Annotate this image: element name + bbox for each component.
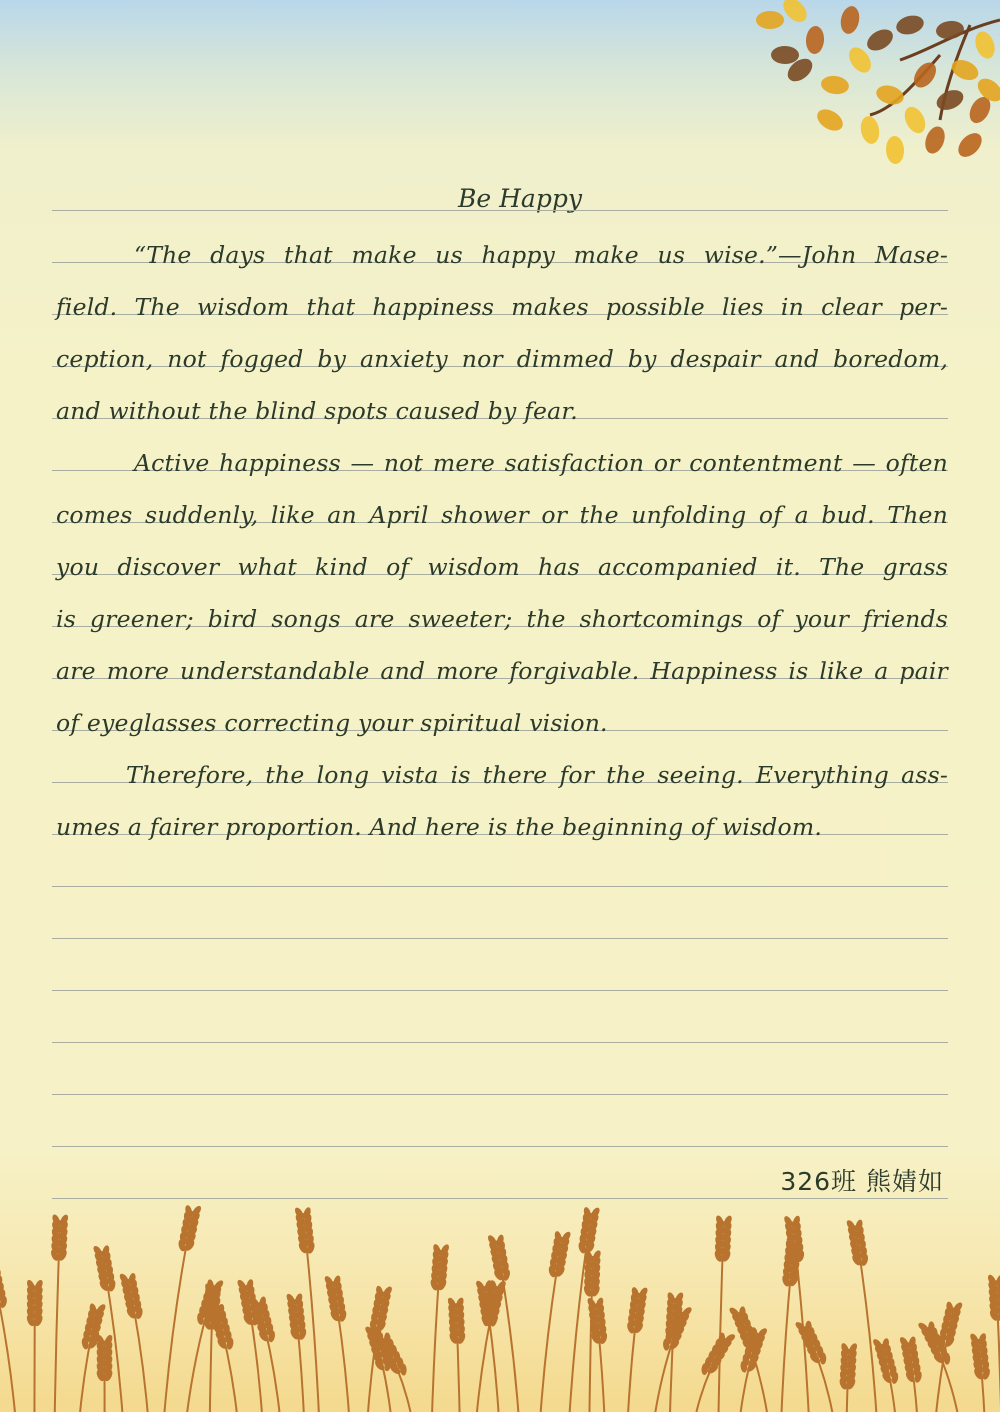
signature: 326班 熊婧如 [780, 1167, 944, 1196]
leaf [954, 129, 986, 162]
leaf [909, 58, 940, 91]
text-line-8: is greener; bird songs are sweeter; the shortcomings of your friends [56, 605, 948, 633]
wheat-stalk [0, 1261, 15, 1412]
leaf [820, 74, 850, 96]
leaf [779, 0, 811, 26]
wheat-stalk [696, 1332, 736, 1412]
wheat-stalk [165, 1204, 203, 1412]
wheat-stalk [713, 1214, 733, 1412]
essay-title: Be Happy [458, 184, 582, 213]
leaf [935, 19, 965, 40]
wheat-stalk [118, 1272, 148, 1412]
leaf [771, 46, 799, 64]
text-line-10: of eyeglasses correcting your spiritual vision. [56, 709, 608, 737]
text-line-6: comes suddenly, like an April shower or the unfolding of a bud. Then [56, 501, 948, 529]
wheat-stalk [969, 1332, 992, 1412]
text-line-11: Therefore, the long vista is there for the seeing. Everything ass- [126, 761, 948, 789]
ruled-line [52, 210, 948, 211]
leaf [805, 25, 825, 54]
wheat-stalk [541, 1230, 573, 1412]
leaf [949, 56, 982, 84]
wheat-stalk [838, 1342, 859, 1412]
wheat-stalk [898, 1336, 923, 1412]
leaf [934, 86, 967, 114]
ruled-line [52, 886, 948, 887]
wheat-stalk [626, 1286, 649, 1412]
text-line-1: “The days that make us happy make us wise.”—John Mase- [134, 241, 948, 269]
wheat-stalk [373, 1332, 411, 1412]
wheat-stalk [25, 1279, 44, 1412]
ruled-line [52, 1094, 948, 1095]
text-line-9: are more understandable and more forgivable. Happiness is like a pair [56, 657, 948, 685]
leaf [756, 11, 784, 29]
leaf [894, 13, 926, 38]
leaf [972, 29, 998, 61]
ruled-line [52, 1042, 948, 1043]
ruled-line [52, 938, 948, 939]
wheat-stalk [202, 1282, 222, 1412]
leaf [858, 115, 881, 146]
leaf [838, 4, 861, 35]
text-line-12: umes a fairer proportion. And here is the beginning of wisdom. [56, 813, 823, 841]
wheat-field-decoration [0, 1172, 1000, 1412]
text-line-5: Active happiness — not mere satisfaction or contentment — often [134, 449, 948, 477]
wheat-stalk [446, 1296, 467, 1412]
leaf [922, 124, 948, 156]
leaf [885, 136, 904, 165]
leaf [813, 105, 846, 135]
wheat-stalk [50, 1213, 70, 1412]
wheat-stalk [236, 1278, 262, 1412]
text-line-3: ception, not fogged by anxiety nor dimmed by despair and boredom, [56, 345, 948, 373]
leaf [863, 25, 896, 55]
text-line-2: field. The wisdom that happiness makes possible lies in clear per- [56, 293, 948, 321]
text-line-7: you discover what kind of wisdom has accompanied it. The grass [56, 553, 948, 581]
wheat-stalk [95, 1334, 114, 1412]
wheat-stalk [794, 1320, 832, 1412]
wheat-stalk [986, 1273, 1000, 1412]
leaf [874, 82, 906, 107]
leaf [901, 103, 930, 136]
wheat-stalk [664, 1291, 685, 1412]
wheat-stalk [285, 1292, 308, 1412]
autumn-leaves-decoration [740, 0, 1000, 170]
ruled-line [52, 990, 948, 991]
wheat-stalk [429, 1243, 450, 1412]
wheat-stalk [323, 1275, 349, 1412]
text-line-4: and without the blind spots caused by fear. [56, 397, 578, 425]
ruled-line [52, 1146, 948, 1147]
